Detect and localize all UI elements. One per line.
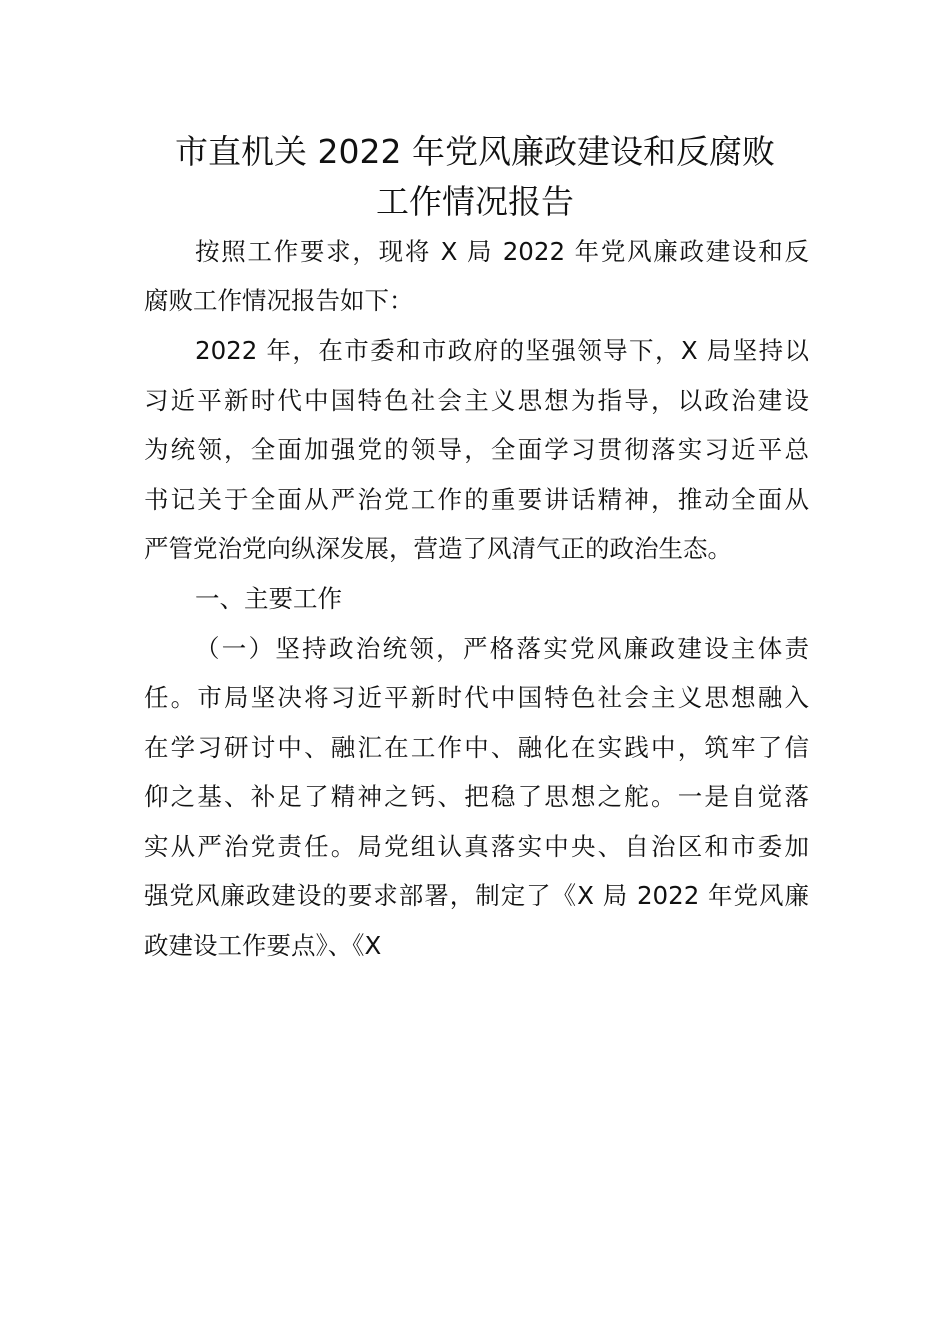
paragraph-intro-line-2: 腐败工作情况报告如下： xyxy=(144,286,414,315)
paragraph-section1-line-2: 任。市局坚决将习近平新时代中国特色社会主义思想融入 xyxy=(144,683,809,712)
document-title-line-2: 工作情况报告 xyxy=(376,182,574,221)
paragraph-section1-line-3: 在学习研讨中、融汇在工作中、融化在实践中，筑牢了信 xyxy=(144,733,809,762)
paragraph-section1-line-6: 强党风廉政建设的要求部署，制定了《X 局 2022 年党风廉 xyxy=(144,881,809,910)
paragraph-overview-line-2: 习近平新时代中国特色社会主义思想为指导，以政治建设 xyxy=(144,386,809,415)
paragraph-overview-line-5: 严管党治党向纵深发展，营造了风清气正的政治生态。 xyxy=(144,534,732,563)
document-title-line-1: 市直机关 2022 年党风廉政建设和反腐败 xyxy=(175,132,775,171)
paragraph-section1-line-1: （一）坚持政治统领，严格落实党风廉政建设主体责 xyxy=(195,634,809,663)
paragraph-overview-line-1: 2022 年，在市委和市政府的坚强领导下，X 局坚持以 xyxy=(195,336,809,365)
paragraph-section1-line-4: 仰之基、补足了精神之钙、把稳了思想之舵。一是自觉落 xyxy=(144,782,809,811)
paragraph-overview-line-3: 为统领，全面加强党的领导，全面学习贯彻落实习近平总 xyxy=(144,435,809,464)
section-heading-main-work: 一、主要工作 xyxy=(195,584,342,613)
paragraph-intro-line-1: 按照工作要求，现将 X 局 2022 年党风廉政建设和反 xyxy=(195,237,809,266)
paragraph-section1-line-5: 实从严治党责任。局党组认真落实中央、自治区和市委加 xyxy=(144,832,809,861)
paragraph-section1-line-7: 政建设工作要点》、《X xyxy=(144,931,382,960)
paragraph-overview-line-4: 书记关于全面从严治党工作的重要讲话精神，推动全面从 xyxy=(144,485,809,514)
